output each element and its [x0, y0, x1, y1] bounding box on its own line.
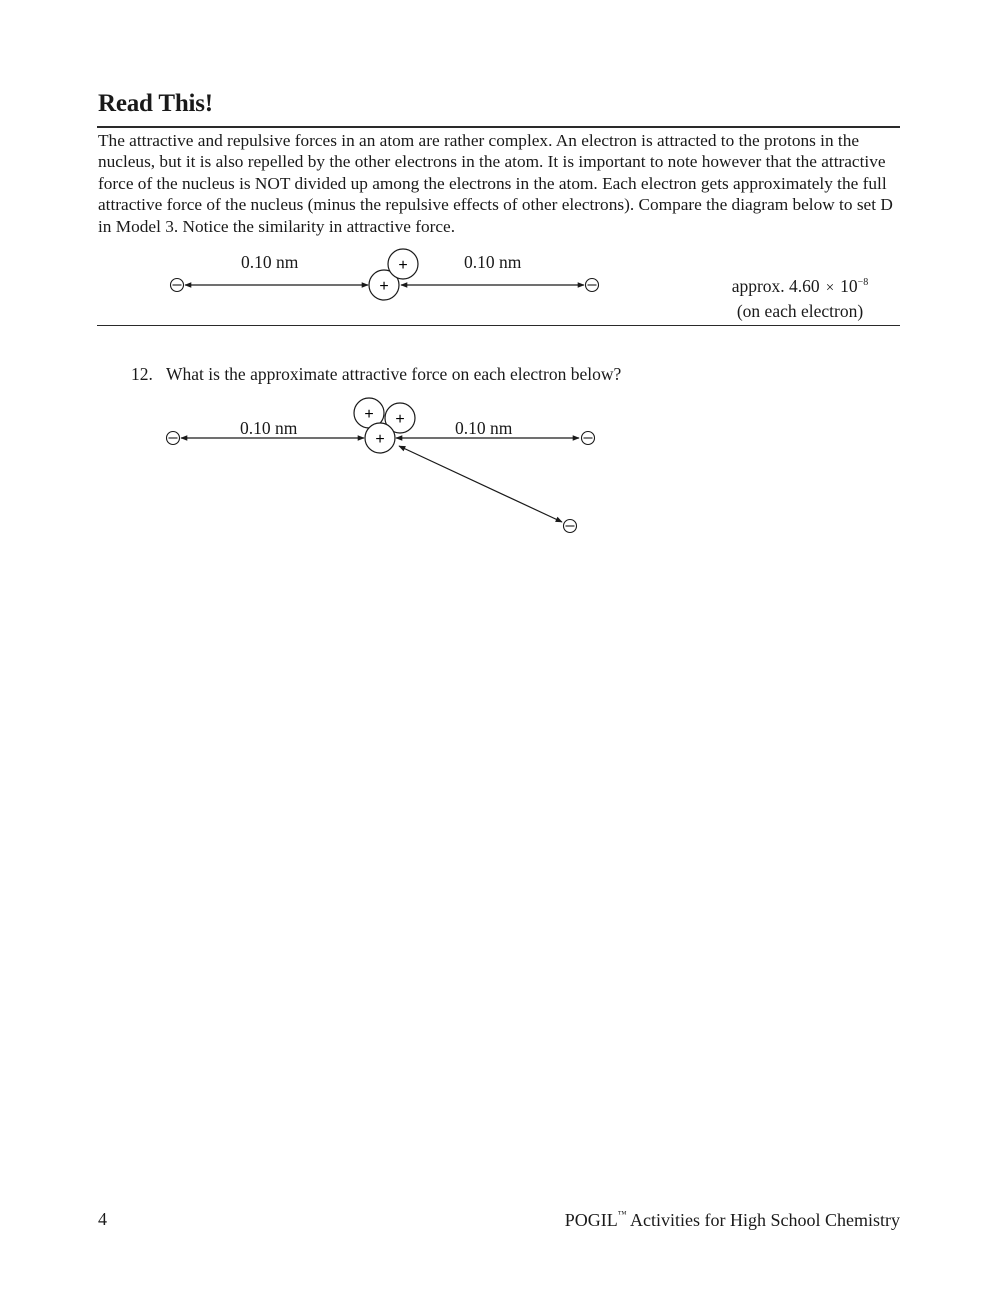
q12-left-distance-label: 0.10 nm [240, 418, 298, 438]
proton-upper-sign: + [398, 257, 408, 274]
force-value: approx. $4.60 \times 10^{-8}$ [731, 276, 869, 296]
q12-proton-top-right-sign: + [395, 411, 405, 428]
right-distance-label: 0.10 nm [464, 252, 522, 272]
section-bottom-divider [97, 325, 900, 326]
force-note: (on each electron) [736, 301, 864, 321]
section-heading: Read This! [98, 90, 213, 117]
intro-paragraph: The attractive and repulsive forces in an atom are rather complex. An electron is attracted to the protons in the nucleus, but it is also repelled by the other electrons in the atom. It is important to note however that the attractive force of the nucleus is NOT divided up among the electrons in the atom. Each electron gets approximately the full attractive force of the nucleus (minus the repulsive effects of other electrons). Compare the diagram below to set D in Model 3. Notice the similarity in attractive force. [98, 131, 893, 236]
question-number: 12. [131, 364, 153, 384]
left-distance-label: 0.10 nm [241, 252, 299, 272]
force-result [700, 271, 900, 323]
book-title: POGIL™ Activities for High School Chemistry [564, 1209, 900, 1230]
question-text: What is the approximate attractive force on each electron below? [166, 364, 622, 384]
q12-proton-bottom-sign: + [375, 431, 385, 448]
q12-right-distance-label: 0.10 nm [455, 418, 513, 438]
page-number: 4 [98, 1209, 107, 1229]
proton-lower-sign: + [379, 278, 389, 295]
question-12 [131, 364, 621, 385]
q12-diagonal-distance-arrow [399, 446, 562, 522]
q12-proton-top-left-sign: + [364, 406, 374, 423]
